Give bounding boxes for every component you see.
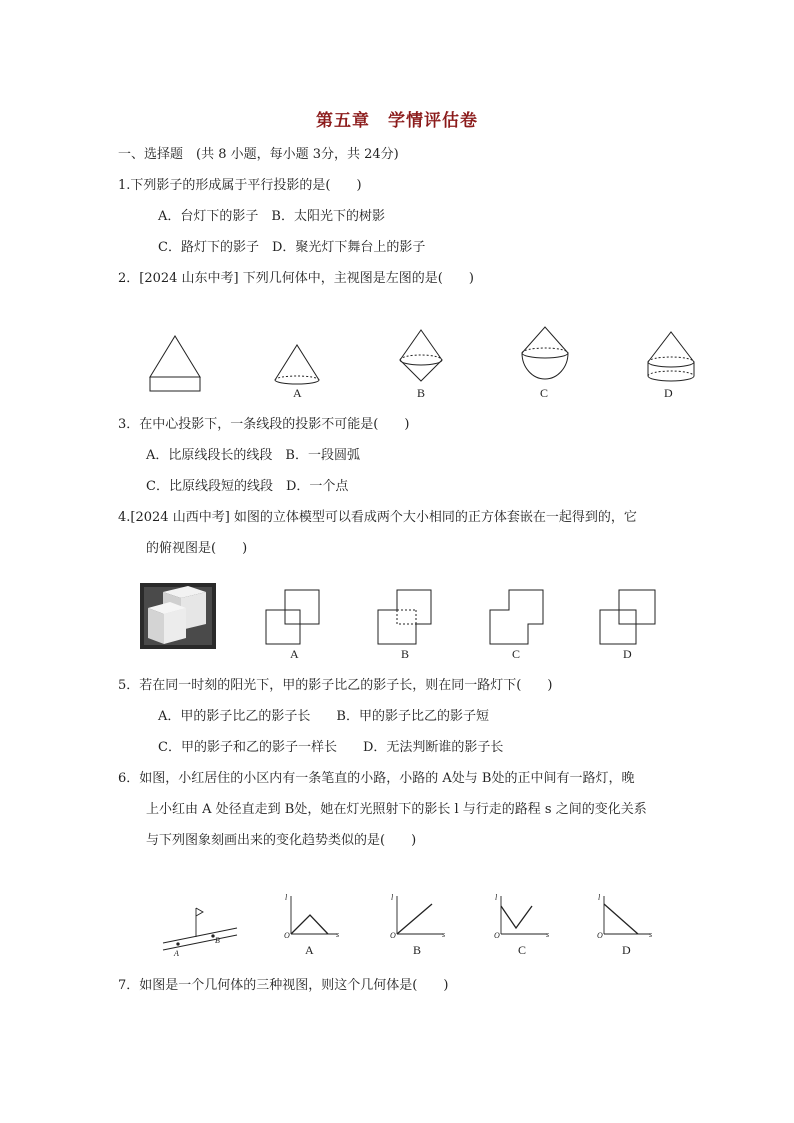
q3-options-cd: C．比原线段短的线段 D．一个点 (146, 479, 349, 494)
q6-point-a: A (174, 949, 179, 958)
q2-option-c-cone-hemisphere (522, 327, 568, 379)
q2-option-b-double-cone (400, 330, 442, 381)
q5-options-cd: C．甲的影子和乙的影子一样长 D．无法判断谁的影子长 (158, 740, 504, 755)
q6-graph-c-axis-s: s (546, 930, 550, 939)
q6-road-figure (163, 908, 237, 950)
q6-label-a: A (305, 943, 314, 957)
q2-option-a-cone (275, 345, 319, 384)
q2-stem: 2．[2024 山东中考] 下列几何体中，主视图是左图的是( ) (118, 271, 474, 286)
q6-stem-line3: 与下列图象刻画出来的变化趋势类似的是( ) (146, 833, 417, 848)
q4-option-a-view (266, 590, 319, 644)
q6-label-d: D (622, 943, 631, 957)
q6-label-c: C (518, 943, 527, 957)
q2-figures (0, 310, 794, 420)
q4-option-d-view (600, 590, 655, 644)
q5-stem: 5．若在同一时刻的阳光下，甲的影子比乙的影子长，则在同一路灯下( ) (118, 678, 553, 693)
q1-stem: 1.下列影子的形成属于平行投影的是( ) (118, 178, 362, 193)
q4-photo-cubes (140, 583, 216, 649)
section-heading: 一、选择题 (共 8 小题，每小题 3分，共 24分) (118, 147, 399, 162)
q6-graph-d (604, 896, 650, 934)
q4-option-c-view (490, 590, 543, 644)
q4-stem-line2: 的俯视图是( ) (146, 541, 248, 556)
q6-graph-d-origin: O (597, 931, 603, 940)
q4-label-d: D (623, 647, 632, 661)
q6-graph-b-origin: O (390, 931, 396, 940)
q6-point-b: B (215, 936, 220, 945)
q1-options-ab: A．台灯下的影子 B．太阳光下的树影 (158, 209, 385, 224)
q2-label-b: B (417, 386, 426, 400)
q7-stem: 7．如图是一个几何体的三种视图，则这个几何体是( ) (118, 978, 449, 993)
q6-graph-d-axis-l: l (598, 893, 601, 902)
q1-options-cd: C．路灯下的影子 D．聚光灯下舞台上的影子 (158, 240, 426, 255)
q6-graph-a (291, 896, 337, 934)
q6-graph-c-origin: O (494, 931, 500, 940)
q6-graph-b-axis-s: s (442, 930, 446, 939)
q6-graph-a-origin: O (284, 931, 290, 940)
q6-label-b: B (413, 943, 422, 957)
q3-stem: 3．在中心投影下，一条线段的投影不可能是( ) (118, 417, 410, 432)
q2-label-a: A (293, 386, 302, 400)
q6-graph-c (501, 896, 547, 934)
page-title: 第五章 学情评估卷 (316, 111, 478, 131)
q3-options-ab: A．比原线段长的线段 B．一段圆弧 (146, 448, 360, 463)
q4-label-b: B (401, 647, 410, 661)
q6-graph-c-axis-l: l (495, 893, 498, 902)
q6-graph-a-axis-s: s (336, 930, 340, 939)
q6-figures (0, 888, 794, 968)
q6-graph-b-axis-l: l (391, 893, 394, 902)
q2-label-c: C (540, 386, 549, 400)
q4-option-b-view (378, 590, 431, 644)
q4-figures (0, 578, 794, 668)
q2-label-d: D (664, 386, 673, 400)
q4-label-a: A (290, 647, 299, 661)
q2-reference-view (150, 336, 200, 391)
q4-stem-line1: 4.[2024 山西中考] 如图的立体模型可以看成两个大小相同的正方体套嵌在一起得到的，它 (118, 510, 637, 525)
q6-graph-a-axis-l: l (285, 893, 288, 902)
q6-graph-b (397, 896, 443, 934)
q5-options-ab: A．甲的影子比乙的影子长 B．甲的影子比乙的影子短 (158, 709, 489, 724)
q6-stem-line2: 上小红由 A 处径直走到 B处，她在灯光照射下的影长 l 与行走的路程 s 之间的变化关系 (146, 802, 647, 817)
q2-option-d-cone-cylinder (648, 332, 694, 381)
q6-graph-d-axis-s: s (649, 930, 653, 939)
q4-label-c: C (512, 647, 521, 661)
q6-stem-line1: 6．如图，小红居住的小区内有一条笔直的小路，小路的 A处与 B处的正中间有一路灯，晚 (118, 771, 635, 786)
